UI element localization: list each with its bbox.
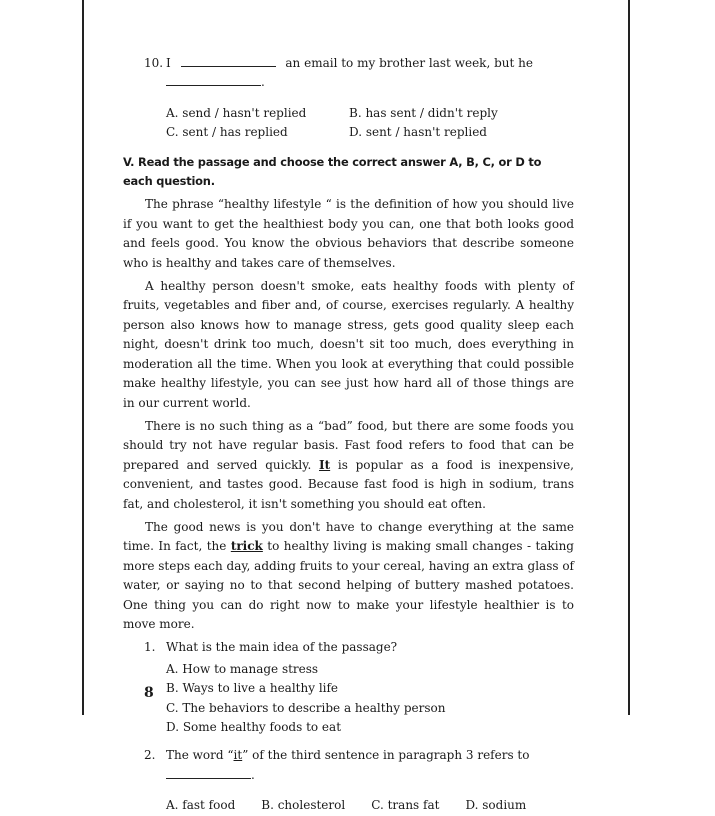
option-b: B. has sent / didn't reply <box>349 105 498 120</box>
option-b: B. Ways to live a healthy life <box>166 681 339 696</box>
question-10 <box>144 54 574 93</box>
question-number: 10. <box>144 56 164 70</box>
passage <box>123 195 574 634</box>
question-1 <box>144 638 574 657</box>
question-prompt: What is the main idea of the passage? <box>166 640 398 655</box>
question-prompt: I an email to my brother last week, but he . <box>166 56 533 90</box>
section-heading: V. Read the passage and choose the correct answer A, B, C, or D to each question. <box>123 154 542 189</box>
option-d: D. sent / hasn't replied <box>349 125 487 140</box>
option-a: A. send / hasn't replied <box>166 105 307 120</box>
page-number: 8 <box>144 685 154 701</box>
question-2-options <box>166 796 574 815</box>
option-c: C. The behaviors to describe a healthy person <box>166 700 446 715</box>
paragraph-3: There is no such thing as a “bad” food, but there are some foods you should try not have regular basis. Fast food refers to food that can be prepared and served quickly. It is popular as a food is inexpensive, convenient, and tastes good. Because fast food is high in sodium, trans fat, and cholesterol, it isn't something you should eat often. <box>123 418 574 511</box>
option-a: A. fast food <box>166 798 236 813</box>
option-b: B. cholesterol <box>261 798 346 813</box>
underlined-trick: trick <box>230 539 263 554</box>
underlined-it: it <box>233 748 243 763</box>
question-1-options <box>166 660 574 738</box>
underlined-it: It <box>319 457 331 472</box>
option-a: A. How to manage stress <box>166 661 319 676</box>
page <box>82 0 630 813</box>
paragraph-4: The good news is you don't have to change everything at the same time. In fact, the trick to healthy living is making small changes - taking more steps each day, adding fruits to your cereal, having an extra glass of water, or saying no to that second helping of buttery mashed potatoes. One thing you can do right now to make your lifestyle healthier is to move more. <box>123 519 574 631</box>
page-content <box>123 54 574 816</box>
option-c: C. sent / has replied <box>166 125 288 140</box>
question-number: 2. <box>144 748 156 763</box>
option-d: D. Some healthy foods to eat <box>166 720 342 734</box>
option-c: C. trans fat <box>371 798 440 813</box>
question-prompt: The word “it” of the third sentence in paragraph 3 refers to . <box>166 748 530 782</box>
question-number: 1. <box>144 640 156 655</box>
option-d: D. sodium <box>465 798 527 813</box>
question-10-options <box>166 104 574 143</box>
paragraph-1: The phrase “healthy lifestyle “ is the definition of how you should live if you want to get the healthiest body you can, one that both looks good and feels good. You know the obvious behaviors that describe someone who is healthy and takes care of themselves. <box>123 197 574 270</box>
answer-blank <box>166 767 251 779</box>
question-2 <box>144 746 574 785</box>
answer-blank <box>166 74 261 86</box>
paragraph-2: A healthy person doesn't smoke, eats healthy foods with plenty of fruits, vegetables and fiber and, of course, exercises regularly. A healthy person also knows how to manage stress, gets good quality sleep each night, doesn't drink too much, doesn't sit too much, does everything in moderation all the time. When you look at everything that could possible make healthy lifestyle, you can see just how hard all of those things are in our current world. <box>123 279 574 410</box>
answer-blank <box>181 55 276 67</box>
